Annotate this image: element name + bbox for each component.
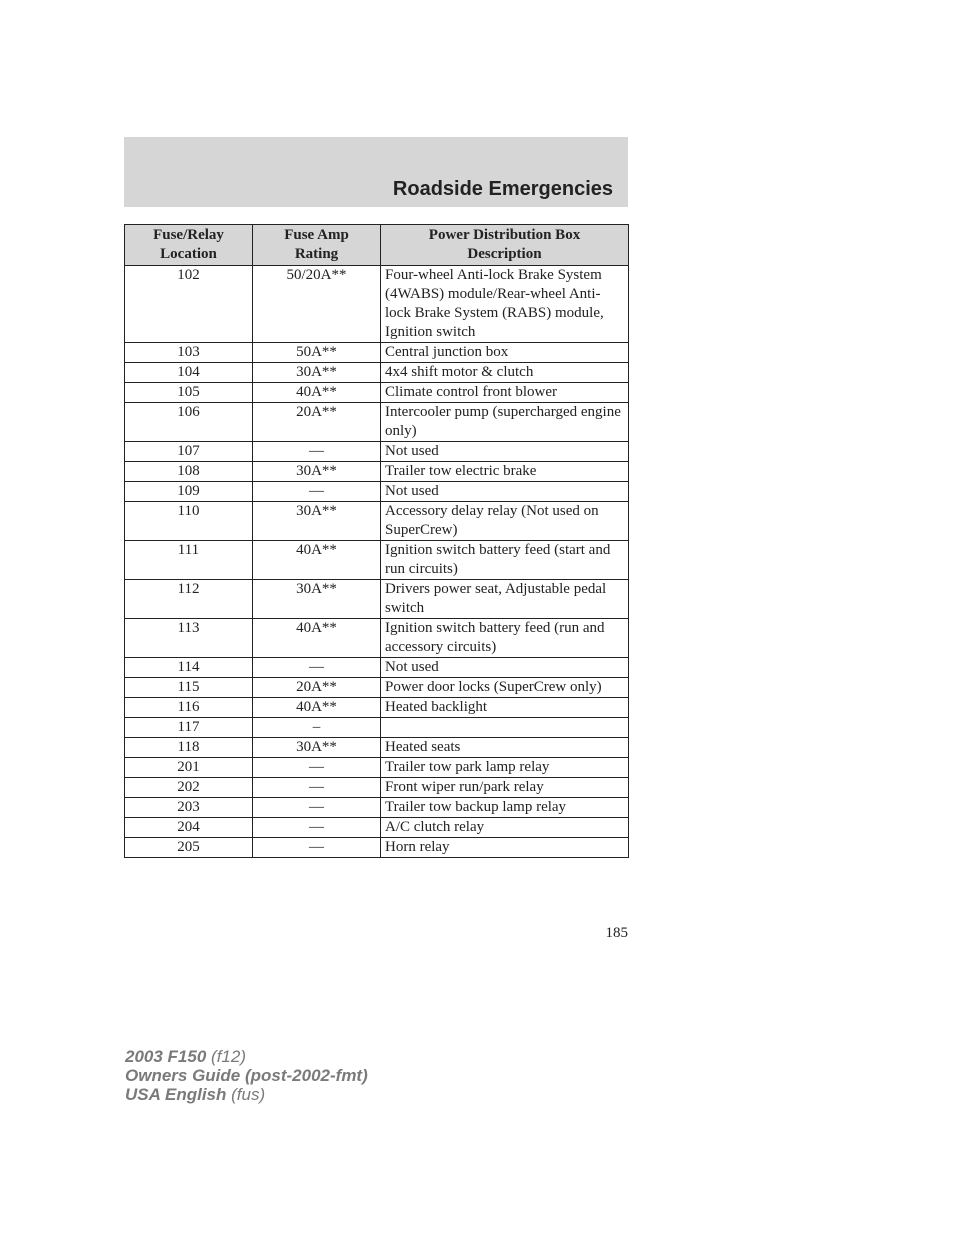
- section-header-band: [124, 137, 628, 207]
- table-row: [125, 482, 629, 502]
- cell-location: 201: [125, 758, 253, 778]
- cell-description: Horn relay: [381, 838, 629, 858]
- table-row: [125, 619, 629, 658]
- cell-description: [381, 718, 629, 738]
- cell-rating: 30A**: [253, 580, 381, 619]
- cell-rating: 20A**: [253, 403, 381, 442]
- footer-language: USA English: [125, 1085, 227, 1104]
- cell-location: 102: [125, 266, 253, 343]
- cell-description: Not used: [381, 482, 629, 502]
- table-row: [125, 818, 629, 838]
- cell-location: 203: [125, 798, 253, 818]
- cell-rating: –: [253, 718, 381, 738]
- table-row: [125, 778, 629, 798]
- cell-rating: —: [253, 838, 381, 858]
- cell-location: 118: [125, 738, 253, 758]
- cell-rating: 40A**: [253, 619, 381, 658]
- cell-location: 104: [125, 363, 253, 383]
- column-header-rating: Fuse Amp Rating: [253, 225, 381, 266]
- cell-rating: —: [253, 658, 381, 678]
- cell-location: 103: [125, 343, 253, 363]
- table-row: [125, 658, 629, 678]
- cell-rating: 40A**: [253, 541, 381, 580]
- table-row: [125, 758, 629, 778]
- cell-rating: —: [253, 818, 381, 838]
- cell-rating: 50A**: [253, 343, 381, 363]
- table-row: [125, 502, 629, 541]
- cell-location: 112: [125, 580, 253, 619]
- table-row: [125, 678, 629, 698]
- cell-location: 205: [125, 838, 253, 858]
- cell-location: 110: [125, 502, 253, 541]
- cell-rating: 30A**: [253, 363, 381, 383]
- cell-description: 4x4 shift motor & clutch: [381, 363, 629, 383]
- cell-rating: 50/20A**: [253, 266, 381, 343]
- cell-location: 117: [125, 718, 253, 738]
- cell-location: 204: [125, 818, 253, 838]
- table-row: [125, 698, 629, 718]
- cell-location: 111: [125, 541, 253, 580]
- cell-rating: 40A**: [253, 383, 381, 403]
- cell-description: Not used: [381, 658, 629, 678]
- footer-model-code: (f12): [211, 1047, 246, 1066]
- cell-rating: —: [253, 442, 381, 462]
- cell-location: 114: [125, 658, 253, 678]
- table-row: [125, 462, 629, 482]
- cell-location: 202: [125, 778, 253, 798]
- table-row: [125, 838, 629, 858]
- section-title: Roadside Emergencies: [392, 178, 613, 200]
- table-row: [125, 541, 629, 580]
- cell-description: Ignition switch battery feed (run and accessory circuits): [381, 619, 629, 658]
- table-row: [125, 403, 629, 442]
- table-row: [125, 343, 629, 363]
- table-row: [125, 718, 629, 738]
- table-row: [125, 442, 629, 462]
- cell-description: Drivers power seat, Adjustable pedal switch: [381, 580, 629, 619]
- cell-description: Not used: [381, 442, 629, 462]
- cell-description: Trailer tow park lamp relay: [381, 758, 629, 778]
- cell-location: 113: [125, 619, 253, 658]
- footer-guide: Owners Guide (post-2002-fmt): [125, 1066, 368, 1085]
- cell-rating: 30A**: [253, 502, 381, 541]
- table-row: [125, 266, 629, 343]
- cell-location: 106: [125, 403, 253, 442]
- cell-rating: —: [253, 482, 381, 502]
- cell-location: 105: [125, 383, 253, 403]
- cell-rating: —: [253, 758, 381, 778]
- cell-rating: 20A**: [253, 678, 381, 698]
- fuse-table: [124, 224, 629, 858]
- table-row: [125, 383, 629, 403]
- cell-description: Ignition switch battery feed (start and run circuits): [381, 541, 629, 580]
- cell-description: Climate control front blower: [381, 383, 629, 403]
- cell-description: Front wiper run/park relay: [381, 778, 629, 798]
- cell-rating: —: [253, 778, 381, 798]
- cell-description: Accessory delay relay (Not used on SuperCrew): [381, 502, 629, 541]
- cell-location: 108: [125, 462, 253, 482]
- cell-rating: 30A**: [253, 738, 381, 758]
- cell-description: Heated backlight: [381, 698, 629, 718]
- cell-location: 115: [125, 678, 253, 698]
- cell-rating: 40A**: [253, 698, 381, 718]
- cell-description: Intercooler pump (supercharged engine only): [381, 403, 629, 442]
- table-row: [125, 738, 629, 758]
- cell-location: 116: [125, 698, 253, 718]
- footer-model: 2003 F150: [125, 1047, 207, 1066]
- cell-rating: —: [253, 798, 381, 818]
- page-number: 185: [605, 925, 628, 941]
- cell-description: Trailer tow electric brake: [381, 462, 629, 482]
- table-row: [125, 580, 629, 619]
- cell-description: Power door locks (SuperCrew only): [381, 678, 629, 698]
- cell-rating: 30A**: [253, 462, 381, 482]
- cell-description: Central junction box: [381, 343, 629, 363]
- cell-description: Heated seats: [381, 738, 629, 758]
- footer-language-code: (fus): [231, 1085, 266, 1104]
- cell-location: 109: [125, 482, 253, 502]
- table-row: [125, 798, 629, 818]
- cell-location: 107: [125, 442, 253, 462]
- cell-description: A/C clutch relay: [381, 818, 629, 838]
- column-header-description: Power Distribution Box Description: [381, 225, 629, 266]
- table-header-row: [125, 225, 629, 266]
- cell-description: Trailer tow backup lamp relay: [381, 798, 629, 818]
- column-header-location: Fuse/Relay Location: [125, 225, 253, 266]
- document-footer: [125, 1047, 368, 1104]
- table-row: [125, 363, 629, 383]
- cell-description: Four-wheel Anti-lock Brake System (4WABS) module/Rear-wheel Anti-lock Brake System (RABS) module, Ignition switch: [381, 266, 629, 343]
